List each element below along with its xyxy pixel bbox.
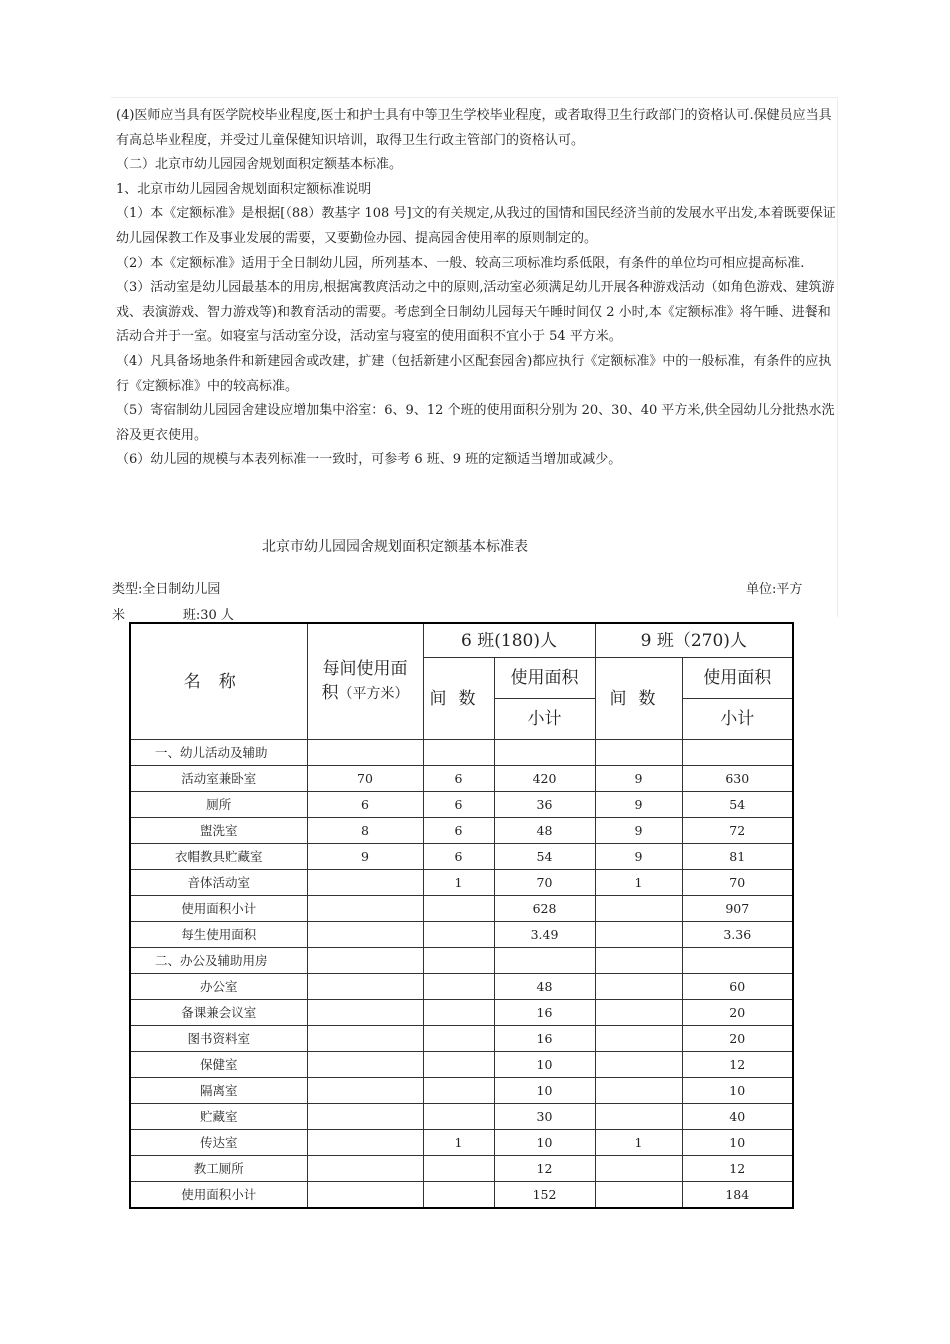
cell-rooms-9 [595, 948, 682, 974]
cell-rooms-9 [595, 922, 682, 948]
cell-rooms-6 [423, 1182, 494, 1209]
cell-rooms-6: 6 [423, 818, 494, 844]
paragraph: （2）本《定额标准》适用于全日制幼儿园，所列基本、一般、较高三项标准均系低限，有条件的单位均可相应提高标准. [116, 255, 805, 271]
cell-name: 使用面积小计 [130, 896, 307, 922]
table-row [130, 948, 793, 974]
cell-rooms-6 [423, 1052, 494, 1078]
cell-per-room-area [307, 1078, 423, 1104]
cell-area-6: 10 [494, 1078, 595, 1104]
cell-area-6 [494, 948, 595, 974]
unit-label: 单位:平方 [746, 582, 803, 597]
cell-per-room-area [307, 1104, 423, 1130]
table-row [130, 818, 793, 844]
cell-rooms-6: 1 [423, 1130, 494, 1156]
cell-name: 图书资料室 [130, 1026, 307, 1052]
cell-rooms-9: 9 [595, 792, 682, 818]
cell-per-room-area: 70 [307, 766, 423, 792]
paragraph: （二）北京市幼儿园园舍规划面积定额基本标准。 [116, 157, 403, 173]
header-rooms-6: 间数 [423, 658, 494, 740]
cell-name: 音体活动室 [130, 870, 307, 896]
cell-rooms-6 [423, 1026, 494, 1052]
cell-area-9: 20 [682, 1000, 793, 1026]
cell-per-room-area [307, 1000, 423, 1026]
cell-name: 保健室 [130, 1052, 307, 1078]
cell-rooms-9 [595, 740, 682, 766]
cell-per-room-area [307, 896, 423, 922]
cell-per-room-area: 6 [307, 792, 423, 818]
table-row [130, 1000, 793, 1026]
cell-rooms-9 [595, 1000, 682, 1026]
cell-rooms-6 [423, 948, 494, 974]
cell-rooms-9 [595, 1052, 682, 1078]
table-row [130, 896, 793, 922]
cell-area-6: 12 [494, 1156, 595, 1182]
cell-rooms-9 [595, 896, 682, 922]
cell-area-6: 152 [494, 1182, 595, 1209]
cell-area-6: 48 [494, 818, 595, 844]
cell-rooms-9: 9 [595, 766, 682, 792]
cell-name: 隔离室 [130, 1078, 307, 1104]
cell-area-6 [494, 740, 595, 766]
header-area-9: 使用面积 [682, 658, 793, 699]
cell-rooms-9: 9 [595, 818, 682, 844]
cell-per-room-area: 9 [307, 844, 423, 870]
cell-area-9: 12 [682, 1156, 793, 1182]
cell-rooms-6 [423, 1156, 494, 1182]
cell-per-room-area [307, 1026, 423, 1052]
cell-area-6: 16 [494, 1000, 595, 1026]
cell-name: 厕所 [130, 792, 307, 818]
paragraph: （3）活动室是幼儿园最基本的用房,根据寓教庹活动之中的原则,活动室必须满足幼儿开展各种游戏活动（如角色游戏、建筑游戏、表演游戏、智力游戏等)和教育活动的需要。考虑到全日制幼儿园每天午睡时间仅 2 小时,本《定额标准》将午睡、进餐和活动合并于一室。如寝室与活动室分设，活动室与寝室的使用面积不宜小于 54 平方米。 [116, 280, 835, 345]
table-row [130, 1104, 793, 1130]
cell-per-room-area [307, 740, 423, 766]
header-subtotal-6: 小计 [494, 699, 595, 740]
cell-name: 贮藏室 [130, 1104, 307, 1130]
cell-per-room-area [307, 1182, 423, 1209]
cell-rooms-6 [423, 1104, 494, 1130]
cell-rooms-9: 1 [595, 870, 682, 896]
cell-name: 一、幼儿活动及辅助 [130, 740, 307, 766]
table-row [130, 974, 793, 1000]
cell-rooms-6 [423, 1000, 494, 1026]
cell-area-6: 36 [494, 792, 595, 818]
header-row [130, 623, 793, 658]
cell-rooms-9: 9 [595, 844, 682, 870]
header-subtotal-9: 小计 [682, 699, 793, 740]
cell-rooms-9: 1 [595, 1130, 682, 1156]
type-label: 类型:全日制幼儿园 [112, 582, 221, 597]
cell-name: 备课兼会议室 [130, 1000, 307, 1026]
header-name: 名称 [130, 623, 307, 740]
cell-area-6: 10 [494, 1130, 595, 1156]
cell-area-6: 48 [494, 974, 595, 1000]
cell-rooms-6: 6 [423, 844, 494, 870]
cell-per-room-area [307, 870, 423, 896]
cell-per-room-area [307, 1130, 423, 1156]
cell-area-9: 184 [682, 1182, 793, 1209]
cell-area-9: 81 [682, 844, 793, 870]
unit-suffix: 米 [112, 608, 126, 623]
header-rooms-9: 间数 [595, 658, 682, 740]
body-text [116, 104, 842, 473]
cell-area-6: 628 [494, 896, 595, 922]
cell-area-6: 16 [494, 1026, 595, 1052]
cell-rooms-6 [423, 922, 494, 948]
header-9-classes: 9 班（270)人 [595, 623, 793, 658]
cell-rooms-9 [595, 1026, 682, 1052]
cell-name: 活动室兼卧室 [130, 766, 307, 792]
cell-name: 传达室 [130, 1130, 307, 1156]
table-row [130, 1078, 793, 1104]
cell-area-9: 630 [682, 766, 793, 792]
standard-table [129, 622, 794, 1209]
cell-rooms-6 [423, 740, 494, 766]
cell-area-9: 60 [682, 974, 793, 1000]
paragraph: （5）寄宿制幼儿园园舍建设应增加集中浴室：6、9、12 个班的使用面积分别为 20、30、40 平方米,供全园幼儿分批热水洗浴及更衣使用。 [116, 403, 835, 443]
cell-name: 衣帽教具贮藏室 [130, 844, 307, 870]
header-6-classes: 6 班(180)人 [423, 623, 595, 658]
table-row [130, 922, 793, 948]
table-row [130, 870, 793, 896]
cell-area-9 [682, 740, 793, 766]
cell-rooms-9 [595, 1078, 682, 1104]
cell-rooms-6 [423, 1078, 494, 1104]
cell-name: 二、办公及辅助用房 [130, 948, 307, 974]
cell-area-6: 10 [494, 1052, 595, 1078]
cell-rooms-6 [423, 974, 494, 1000]
cell-per-room-area [307, 974, 423, 1000]
cell-area-9: 3.36 [682, 922, 793, 948]
cell-rooms-6: 1 [423, 870, 494, 896]
cell-rooms-6: 6 [423, 766, 494, 792]
header-area-6: 使用面积 [494, 658, 595, 699]
table-row [130, 844, 793, 870]
cell-per-room-area [307, 922, 423, 948]
header-per-room: 每间使用面 积（平方米） [307, 623, 423, 740]
paragraph: (4)医师应当具有医学院校毕业程度,医士和护士具有中等卫生学校毕业程度，或者取得卫生行政部门的资格认可.保健员应当具有高总毕业程度，并受过儿童保健知识培训，取得卫生行政主管部门的资格认可。 [116, 108, 832, 148]
cell-area-6: 420 [494, 766, 595, 792]
paragraph: （4）凡具备场地条件和新建园舍或改建，扩建（包括新建小区配套园舍)都应执行《定额标准》中的一般标准，有条件的应执行《定额标准》中的较高标准。 [116, 353, 832, 394]
table-row [130, 1156, 793, 1182]
cell-name: 每生使用面积 [130, 922, 307, 948]
cell-area-6: 54 [494, 844, 595, 870]
cell-area-9: 40 [682, 1104, 793, 1130]
table-row [130, 766, 793, 792]
table-row [130, 1026, 793, 1052]
cell-per-room-area [307, 1156, 423, 1182]
cell-rooms-9 [595, 1182, 682, 1209]
cell-area-6: 70 [494, 870, 595, 896]
cell-area-9: 54 [682, 792, 793, 818]
cell-rooms-9 [595, 1104, 682, 1130]
paragraph: （1）本《定额标准》是根据[（88）教基字 108 号]文的有关规定,从我过的国情和国民经济当前的发展水平出发,本着既要保证幼儿园保教工作及事业发展的需要，又要勤俭办园、提高园舍使用率的原则制定的。 [116, 206, 836, 246]
cell-area-9: 70 [682, 870, 793, 896]
cell-rooms-9 [595, 974, 682, 1000]
cell-area-6: 30 [494, 1104, 595, 1130]
cell-name: 盥洗室 [130, 818, 307, 844]
cell-area-9: 20 [682, 1026, 793, 1052]
table-row [130, 740, 793, 766]
cell-area-6: 3.49 [494, 922, 595, 948]
paragraph: 1、北京市幼儿园园舍规划面积定额标准说明 [116, 181, 372, 197]
cell-name: 办公室 [130, 974, 307, 1000]
cell-name: 教工厕所 [130, 1156, 307, 1182]
cell-area-9: 10 [682, 1078, 793, 1104]
class-size: 班:30 人 [182, 608, 234, 623]
table-row [130, 792, 793, 818]
cell-name: 使用面积小计 [130, 1182, 307, 1209]
cell-area-9: 907 [682, 896, 793, 922]
cell-per-room-area [307, 948, 423, 974]
cell-per-room-area: 8 [307, 818, 423, 844]
table-row [130, 1182, 793, 1209]
cell-rooms-6: 6 [423, 792, 494, 818]
table-row [130, 1052, 793, 1078]
cell-area-9: 72 [682, 818, 793, 844]
cell-per-room-area [307, 1052, 423, 1078]
cell-rooms-9 [595, 1156, 682, 1182]
cell-rooms-6 [423, 896, 494, 922]
cell-area-9: 10 [682, 1130, 793, 1156]
meta-line2 [112, 604, 234, 623]
paragraph: （6）幼儿园的规模与本表列标准一一致时，可参考 6 班、9 班的定额适当增加或减少。 [116, 452, 622, 468]
table-title: 北京市幼儿园园舍规划面积定额基本标准表 [262, 539, 528, 555]
cell-area-9: 12 [682, 1052, 793, 1078]
table-row [130, 1130, 793, 1156]
cell-area-9 [682, 948, 793, 974]
